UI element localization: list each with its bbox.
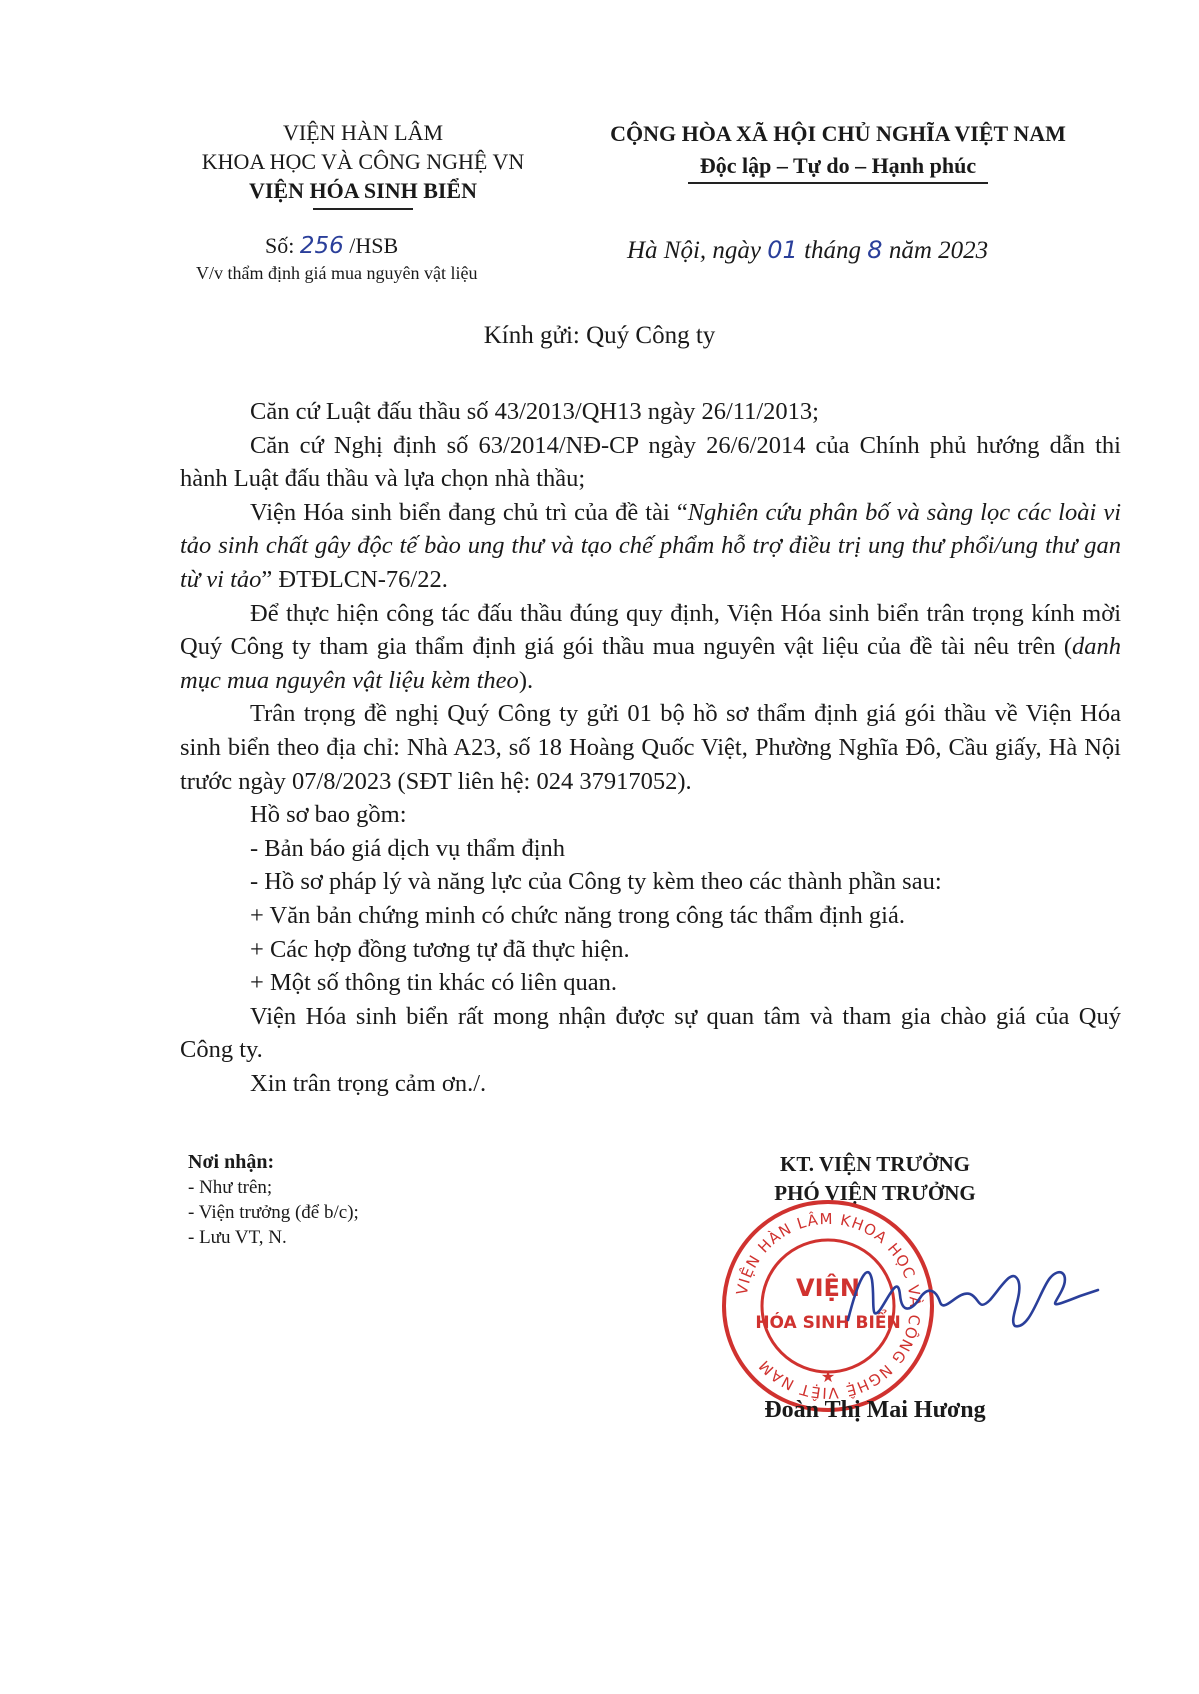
text-run-italic: danh mục mua nguyên vật liệu kèm theo: [180, 633, 1121, 694]
handwritten-signature-icon: [840, 1250, 1100, 1340]
text-run: Viện Hóa sinh biển đang chủ trì của đề tài “: [250, 498, 688, 526]
issuer-block: [178, 118, 548, 210]
motto-underline: [688, 182, 988, 184]
signature-stroke: [848, 1272, 1098, 1326]
signatory-line-1: KT. VIỆN TRƯỞNG: [779, 1152, 970, 1176]
nation-motto: Độc lập – Tự do – Hạnh phúc: [699, 153, 977, 178]
seal-center-line-2: HÓA SINH BIỂN: [755, 1313, 901, 1333]
letter-body: [180, 395, 1121, 1100]
salutation: Kính gửi: Quý Công ty: [483, 322, 716, 349]
recipient-item: - Viện trưởng (để b/c);: [188, 1202, 359, 1223]
issuer-line-1: VIỆN HÀN LÂM: [282, 120, 444, 145]
issue-date: [627, 236, 988, 265]
paragraph: [180, 496, 1121, 597]
document-number: [265, 233, 398, 259]
issuer-line-3: VIỆN HÓA SINH BIỂN: [248, 178, 477, 203]
seal-star-icon: ★: [820, 1367, 836, 1386]
recipients-title: Nơi nhận:: [188, 1151, 275, 1173]
number-label: Số:: [265, 233, 295, 258]
date-month-label: tháng: [804, 237, 862, 264]
paragraph: Xin trân trọng cảm ơn./.: [250, 1069, 487, 1097]
list-item: + Một số thông tin khác có liên quan.: [250, 969, 617, 997]
seal-ring-text: VIỆN HÀN LÂM KHOA HỌC VÀ CÔNG NGHỆ VIỆT NAM: [732, 1209, 925, 1403]
number-handwritten: 256: [299, 233, 344, 259]
number-suffix: /HSB: [349, 233, 399, 258]
list-item: + Các hợp đồng tương tự đã thực hiện.: [250, 935, 630, 963]
nation-title: CỘNG HÒA XÃ HỘI CHỦ NGHĨA VIỆT NAM: [610, 121, 1066, 146]
paragraph: Trân trọng đề nghị Quý Công ty gửi 01 bộ hồ sơ thẩm định giá gói thầu về Viện Hóa sinh biển theo địa chỉ: Nhà A23, số 18 Hoàng Quốc Việt, Phường Nghĩa Đô, Cầu giấy, Hà Nội trước ngày 07/8/2023 (SĐT liên hệ: 024 37917052).: [180, 700, 1121, 795]
signer-name: Đoàn Thị Mai Hương: [764, 1397, 986, 1423]
document-subject: V/v thẩm định giá mua nguyên vật liệu: [196, 263, 478, 283]
text-run: Để thực hiện công tác đấu thầu đúng quy định, Viện Hóa sinh biển trân trọng kính mời Quý Công ty tham gia thẩm định giá gói thầu mua nguyên vật liệu của đề tài nêu trên (: [180, 599, 1121, 661]
issuer-line-2: KHOA HỌC VÀ CÔNG NGHỆ VN: [201, 149, 525, 174]
text-run: ).: [518, 666, 534, 694]
signatory-line-2: PHÓ VIỆN TRƯỞNG: [774, 1181, 976, 1205]
recipient-item: - Như trên;: [188, 1177, 273, 1198]
list-item: - Bản báo giá dịch vụ thẩm định: [250, 834, 566, 862]
seal-center-line-1: VIỆN: [796, 1274, 860, 1302]
list-item: - Hồ sơ pháp lý và năng lực của Công ty kèm theo các thành phần sau:: [250, 868, 942, 896]
list-item: + Văn bản chứng minh có chức năng trong công tác thẩm định giá.: [250, 901, 905, 929]
text-run: ” ĐTĐLCN-76/22.: [261, 565, 448, 593]
project-title: Nghiên cứu phân bố và sàng lọc các loài vi tảo sinh chất gây độc tế bào ung thư và tạo chế phẩm hỗ trợ điều trị ung thư phổi/ung thư gan từ vi tảo: [180, 498, 1121, 593]
issuer-underline: [313, 208, 413, 210]
paragraph: Căn cứ Luật đấu thầu số 43/2013/QH13 ngày 26/11/2013;: [250, 398, 819, 425]
paragraph: [180, 597, 1121, 698]
paragraph: Viện Hóa sinh biển rất mong nhận được sự quan tâm và tham gia chào giá của Quý Công ty.: [180, 1002, 1121, 1064]
date-month: 8: [867, 236, 883, 264]
paragraph: Hồ sơ bao gồm:: [250, 801, 407, 829]
recipient-item: - Lưu VT, N.: [188, 1227, 287, 1248]
date-year: năm 2023: [888, 237, 989, 264]
recipients-block: [188, 1150, 359, 1250]
paragraph: Căn cứ Nghị định số 63/2014/NĐ-CP ngày 26/6/2014 của Chính phủ hướng dẫn thi hành Luật đấu thầu và lựa chọn nhà thầu;: [180, 431, 1121, 493]
date-day: 01: [767, 236, 798, 264]
date-prefix: Hà Nội, ngày: [627, 237, 762, 264]
national-header: [568, 118, 1108, 184]
